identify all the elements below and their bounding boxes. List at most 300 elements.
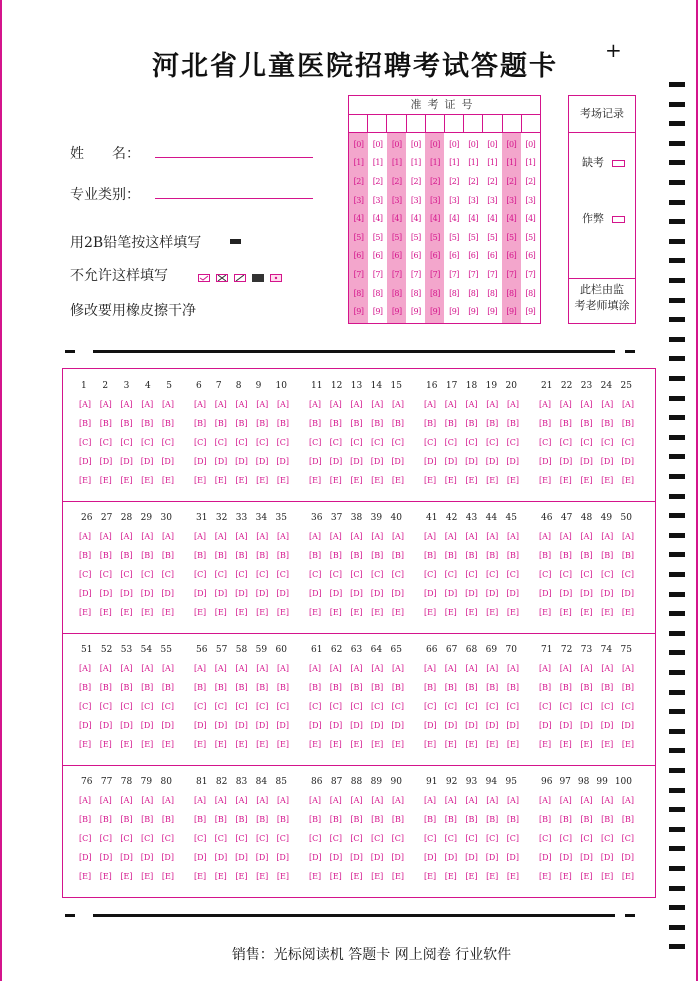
answer-bubble[interactable]: [D]	[391, 853, 404, 862]
answer-bubble[interactable]: [D]	[506, 853, 519, 862]
answer-bubble[interactable]: [C]	[161, 570, 174, 579]
answer-bubble[interactable]: [A]	[486, 796, 499, 805]
answer-bubble[interactable]: [C]	[329, 570, 343, 579]
answer-bubble[interactable]: [C]	[580, 570, 593, 579]
exam-digit-bubble[interactable]: [6]	[468, 251, 479, 261]
answer-bubble[interactable]: [C]	[539, 834, 552, 843]
answer-bubble[interactable]: [D]	[309, 853, 322, 862]
exam-digit-bubble[interactable]: [6]	[372, 251, 383, 261]
answer-bubble[interactable]: [E]	[506, 476, 519, 485]
answer-bubble[interactable]: [E]	[580, 872, 593, 881]
answer-bubble[interactable]: [C]	[444, 438, 458, 447]
answer-bubble[interactable]: [D]	[370, 721, 384, 730]
answer-bubble[interactable]: [A]	[141, 532, 154, 541]
answer-bubble[interactable]: [A]	[79, 796, 92, 805]
answer-bubble[interactable]: [A]	[120, 796, 133, 805]
answer-bubble[interactable]: [D]	[329, 589, 343, 598]
answer-bubble[interactable]: [C]	[506, 570, 519, 579]
answer-bubble[interactable]: [A]	[371, 796, 384, 805]
answer-bubble[interactable]: [C]	[559, 570, 573, 579]
answer-bubble[interactable]: [A]	[256, 400, 269, 409]
answer-bubble[interactable]: [C]	[99, 570, 113, 579]
answer-bubble[interactable]: [E]	[506, 872, 519, 881]
answer-bubble[interactable]: [E]	[276, 608, 289, 617]
exam-digit-bubble[interactable]: [6]	[487, 251, 498, 261]
answer-bubble[interactable]: [E]	[120, 740, 133, 749]
answer-bubble[interactable]: [B]	[465, 815, 478, 824]
answer-bubble[interactable]: [B]	[309, 419, 322, 428]
answer-bubble[interactable]: [E]	[329, 608, 342, 617]
answer-bubble[interactable]: [D]	[424, 457, 437, 466]
answer-bubble[interactable]: [C]	[506, 438, 519, 447]
answer-bubble[interactable]: [C]	[370, 702, 384, 711]
answer-bubble[interactable]: [B]	[276, 815, 289, 824]
answer-bubble[interactable]: [D]	[580, 589, 593, 598]
answer-bubble[interactable]: [B]	[256, 419, 269, 428]
answer-bubble[interactable]: [A]	[120, 400, 133, 409]
answer-bubble[interactable]: [A]	[309, 796, 322, 805]
answer-bubble[interactable]: [E]	[506, 740, 519, 749]
answer-bubble[interactable]: [B]	[141, 551, 154, 560]
exam-number-write-cell[interactable]	[387, 115, 406, 132]
exam-digit-bubble[interactable]: [1]	[391, 158, 402, 168]
answer-bubble[interactable]: [C]	[194, 834, 207, 843]
answer-bubble[interactable]: [E]	[276, 476, 289, 485]
answer-bubble[interactable]: [D]	[214, 589, 228, 598]
exam-digit-bubble[interactable]: [8]	[430, 288, 440, 298]
answer-bubble[interactable]: [D]	[621, 853, 634, 862]
answer-bubble[interactable]: [A]	[444, 532, 457, 541]
answer-bubble[interactable]: [D]	[391, 457, 404, 466]
answer-bubble[interactable]: [B]	[444, 419, 457, 428]
answer-bubble[interactable]: [E]	[161, 872, 174, 881]
answer-bubble[interactable]: [A]	[329, 532, 342, 541]
answer-bubble[interactable]: [A]	[194, 664, 207, 673]
exam-digit-bubble[interactable]: [7]	[353, 269, 364, 279]
answer-bubble[interactable]: [C]	[506, 702, 519, 711]
answer-bubble[interactable]: [C]	[140, 834, 154, 843]
answer-bubble[interactable]: [E]	[329, 740, 342, 749]
answer-bubble[interactable]: [B]	[424, 815, 437, 824]
answer-bubble[interactable]: [A]	[486, 532, 499, 541]
exam-digit-bubble[interactable]: [4]	[506, 214, 517, 224]
answer-bubble[interactable]: [A]	[256, 664, 269, 673]
answer-bubble[interactable]: [A]	[214, 400, 227, 409]
answer-bubble[interactable]: [E]	[424, 740, 437, 749]
answer-bubble[interactable]: [D]	[424, 853, 437, 862]
answer-bubble[interactable]: [D]	[99, 721, 113, 730]
exam-digit-bubble[interactable]: [4]	[353, 214, 364, 224]
answer-bubble[interactable]: [D]	[79, 589, 92, 598]
answer-bubble[interactable]: [A]	[539, 664, 552, 673]
answer-bubble[interactable]: [A]	[161, 664, 174, 673]
answer-bubble[interactable]: [A]	[276, 796, 289, 805]
answer-bubble[interactable]: [D]	[444, 589, 458, 598]
answer-bubble[interactable]: [D]	[120, 457, 133, 466]
answer-bubble[interactable]: [B]	[329, 683, 342, 692]
exam-digit-bubble[interactable]: [4]	[372, 214, 383, 224]
answer-bubble[interactable]: [A]	[424, 532, 437, 541]
answer-bubble[interactable]: [E]	[99, 476, 112, 485]
answer-bubble[interactable]: [A]	[539, 532, 552, 541]
answer-bubble[interactable]: [A]	[506, 664, 519, 673]
answer-bubble[interactable]: [E]	[465, 608, 478, 617]
answer-bubble[interactable]: [D]	[350, 853, 363, 862]
exam-digit-bubble[interactable]: [0]	[449, 139, 459, 149]
exam-digit-bubble[interactable]: [0]	[487, 139, 498, 149]
answer-bubble[interactable]: [B]	[79, 683, 92, 692]
answer-bubble[interactable]: [A]	[235, 664, 248, 673]
answer-bubble[interactable]: [C]	[600, 702, 614, 711]
answer-bubble[interactable]: [D]	[444, 853, 458, 862]
answer-bubble[interactable]: [A]	[350, 400, 363, 409]
answer-bubble[interactable]: [B]	[99, 551, 112, 560]
answer-bubble[interactable]: [D]	[485, 721, 499, 730]
answer-bubble[interactable]: [E]	[371, 476, 384, 485]
answer-bubble[interactable]: [D]	[79, 457, 92, 466]
answer-bubble[interactable]: [C]	[559, 702, 573, 711]
answer-bubble[interactable]: [B]	[141, 815, 154, 824]
answer-bubble[interactable]: [E]	[256, 608, 269, 617]
exam-digit-bubble[interactable]: [5]	[525, 232, 536, 242]
answer-bubble[interactable]: [D]	[559, 589, 573, 598]
exam-digit-bubble[interactable]: [2]	[449, 176, 459, 186]
answer-bubble[interactable]: [E]	[235, 872, 248, 881]
answer-bubble[interactable]: [A]	[444, 400, 457, 409]
answer-bubble[interactable]: [E]	[621, 740, 634, 749]
answer-bubble[interactable]: [C]	[370, 570, 384, 579]
answer-bubble[interactable]: [D]	[350, 457, 363, 466]
exam-digit-bubble[interactable]: [4]	[449, 214, 459, 224]
answer-bubble[interactable]: [B]	[465, 683, 478, 692]
answer-bubble[interactable]: [D]	[621, 589, 634, 598]
answer-bubble[interactable]: [D]	[194, 457, 207, 466]
answer-bubble[interactable]: [C]	[391, 834, 404, 843]
answer-bubble[interactable]: [B]	[350, 551, 363, 560]
exam-digit-bubble[interactable]: [2]	[430, 176, 440, 186]
answer-bubble[interactable]: [E]	[601, 872, 614, 881]
answer-bubble[interactable]: [A]	[120, 532, 133, 541]
answer-bubble[interactable]: [C]	[120, 570, 133, 579]
answer-bubble[interactable]: [A]	[391, 796, 404, 805]
answer-bubble[interactable]: [E]	[309, 872, 322, 881]
answer-bubble[interactable]: [E]	[350, 476, 363, 485]
exam-digit-bubble[interactable]: [9]	[468, 307, 479, 317]
answer-bubble[interactable]: [C]	[161, 834, 174, 843]
answer-bubble[interactable]: [C]	[99, 438, 113, 447]
answer-bubble[interactable]: [B]	[276, 551, 289, 560]
answer-bubble[interactable]: [B]	[161, 815, 174, 824]
exam-digit-bubble[interactable]: [6]	[391, 251, 402, 261]
answer-bubble[interactable]: [B]	[486, 683, 499, 692]
answer-bubble[interactable]: [E]	[276, 872, 289, 881]
exam-digit-bubble[interactable]: [9]	[391, 307, 402, 317]
answer-bubble[interactable]: [B]	[161, 419, 174, 428]
answer-bubble[interactable]: [C]	[329, 702, 343, 711]
exam-number-write-cell[interactable]	[464, 115, 483, 132]
answer-bubble[interactable]: [C]	[424, 570, 437, 579]
answer-bubble[interactable]: [B]	[601, 815, 614, 824]
answer-bubble[interactable]: [E]	[559, 740, 572, 749]
answer-bubble[interactable]: [C]	[276, 438, 289, 447]
answer-bubble[interactable]: [C]	[309, 702, 322, 711]
exam-digit-bubble[interactable]: [2]	[487, 176, 498, 186]
answer-bubble[interactable]: [D]	[120, 721, 133, 730]
exam-digit-bubble[interactable]: [0]	[468, 139, 479, 149]
answer-bubble[interactable]: [B]	[465, 419, 478, 428]
answer-bubble[interactable]: [D]	[79, 853, 92, 862]
answer-bubble[interactable]: [E]	[235, 476, 248, 485]
exam-digit-bubble[interactable]: [0]	[410, 139, 421, 149]
answer-bubble[interactable]: [D]	[255, 721, 269, 730]
answer-bubble[interactable]: [C]	[391, 702, 404, 711]
answer-bubble[interactable]: [B]	[506, 551, 519, 560]
exam-digit-bubble[interactable]: [5]	[487, 232, 498, 242]
answer-bubble[interactable]: [E]	[539, 740, 552, 749]
answer-bubble[interactable]: [D]	[600, 457, 614, 466]
exam-digit-bubble[interactable]: [3]	[468, 195, 479, 205]
answer-bubble[interactable]: [A]	[350, 532, 363, 541]
answer-bubble[interactable]: [E]	[580, 476, 593, 485]
answer-bubble[interactable]: [D]	[424, 721, 437, 730]
answer-bubble[interactable]: [D]	[140, 853, 154, 862]
answer-bubble[interactable]: [B]	[424, 683, 437, 692]
answer-bubble[interactable]: [B]	[256, 683, 269, 692]
answer-bubble[interactable]: [C]	[99, 834, 113, 843]
answer-bubble[interactable]: [B]	[99, 683, 112, 692]
answer-bubble[interactable]: [C]	[444, 570, 458, 579]
answer-bubble[interactable]: [E]	[424, 476, 437, 485]
answer-bubble[interactable]: [D]	[539, 457, 552, 466]
answer-bubble[interactable]: [B]	[99, 815, 112, 824]
answer-bubble[interactable]: [C]	[214, 570, 228, 579]
answer-bubble[interactable]: [C]	[79, 702, 92, 711]
answer-bubble[interactable]: [E]	[486, 872, 499, 881]
answer-bubble[interactable]: [A]	[350, 796, 363, 805]
answer-bubble[interactable]: [D]	[600, 589, 614, 598]
answer-bubble[interactable]: [E]	[235, 740, 248, 749]
answer-bubble[interactable]: [E]	[486, 740, 499, 749]
answer-bubble[interactable]: [B]	[580, 419, 593, 428]
answer-bubble[interactable]: [E]	[391, 476, 404, 485]
answer-bubble[interactable]: [C]	[161, 438, 174, 447]
answer-bubble[interactable]: [D]	[79, 721, 92, 730]
absent-bubble[interactable]	[612, 160, 625, 167]
answer-bubble[interactable]: [E]	[601, 476, 614, 485]
answer-bubble[interactable]: [B]	[391, 551, 404, 560]
answer-bubble[interactable]: [E]	[194, 608, 207, 617]
exam-digit-bubble[interactable]: [7]	[525, 269, 536, 279]
answer-bubble[interactable]: [C]	[235, 702, 248, 711]
answer-bubble[interactable]: [A]	[235, 400, 248, 409]
answer-bubble[interactable]: [C]	[350, 834, 363, 843]
exam-number-write-cell[interactable]	[407, 115, 426, 132]
answer-bubble[interactable]: [A]	[444, 664, 457, 673]
answer-bubble[interactable]: [B]	[329, 551, 342, 560]
answer-bubble[interactable]: [A]	[141, 664, 154, 673]
answer-bubble[interactable]: [E]	[601, 740, 614, 749]
exam-digit-bubble[interactable]: [7]	[487, 269, 498, 279]
exam-digit-bubble[interactable]: [3]	[525, 195, 536, 205]
exam-digit-bubble[interactable]: [0]	[506, 139, 517, 149]
answer-bubble[interactable]: [A]	[194, 532, 207, 541]
answer-bubble[interactable]: [A]	[559, 664, 572, 673]
answer-bubble[interactable]: [B]	[276, 683, 289, 692]
exam-digit-bubble[interactable]: [7]	[410, 269, 421, 279]
exam-digit-bubble[interactable]: [1]	[487, 158, 498, 168]
answer-bubble[interactable]: [C]	[580, 702, 593, 711]
exam-digit-bubble[interactable]: [5]	[468, 232, 479, 242]
exam-digit-bubble[interactable]: [5]	[353, 232, 364, 242]
answer-bubble[interactable]: [D]	[309, 589, 322, 598]
answer-bubble[interactable]: [B]	[276, 419, 289, 428]
answer-bubble[interactable]: [B]	[486, 419, 499, 428]
answer-bubble[interactable]: [D]	[255, 457, 269, 466]
answer-bubble[interactable]: [E]	[391, 608, 404, 617]
answer-bubble[interactable]: [C]	[444, 702, 458, 711]
exam-number-write-cell[interactable]	[445, 115, 464, 132]
answer-bubble[interactable]: [B]	[194, 815, 207, 824]
exam-digit-bubble[interactable]: [3]	[353, 195, 364, 205]
exam-digit-bubble[interactable]: [8]	[372, 288, 383, 298]
answer-bubble[interactable]: [D]	[276, 457, 289, 466]
answer-bubble[interactable]: [B]	[465, 551, 478, 560]
answer-bubble[interactable]: [C]	[140, 570, 154, 579]
answer-bubble[interactable]: [B]	[79, 419, 92, 428]
answer-bubble[interactable]: [D]	[161, 853, 174, 862]
answer-bubble[interactable]: [C]	[255, 570, 269, 579]
answer-bubble[interactable]: [E]	[539, 608, 552, 617]
answer-bubble[interactable]: [D]	[370, 853, 384, 862]
answer-bubble[interactable]: [B]	[329, 815, 342, 824]
answer-bubble[interactable]: [C]	[276, 834, 289, 843]
answer-bubble[interactable]: [E]	[235, 608, 248, 617]
answer-bubble[interactable]: [B]	[601, 419, 614, 428]
answer-bubble[interactable]: [E]	[99, 608, 112, 617]
answer-bubble[interactable]: [E]	[256, 740, 269, 749]
answer-bubble[interactable]: [A]	[621, 532, 634, 541]
answer-bubble[interactable]: [B]	[79, 815, 92, 824]
exam-digit-bubble[interactable]: [5]	[430, 232, 440, 242]
answer-bubble[interactable]: [B]	[539, 551, 552, 560]
exam-digit-bubble[interactable]: [3]	[372, 195, 383, 205]
answer-bubble[interactable]: [A]	[276, 664, 289, 673]
answer-bubble[interactable]: [A]	[465, 532, 478, 541]
answer-bubble[interactable]: [D]	[120, 853, 133, 862]
answer-bubble[interactable]: [E]	[141, 608, 154, 617]
answer-bubble[interactable]: [C]	[465, 570, 478, 579]
answer-bubble[interactable]: [B]	[371, 815, 384, 824]
answer-bubble[interactable]: [A]	[621, 664, 634, 673]
answer-bubble[interactable]: [E]	[539, 872, 552, 881]
answer-bubble[interactable]: [A]	[465, 400, 478, 409]
answer-bubble[interactable]: [C]	[235, 834, 248, 843]
answer-bubble[interactable]: [A]	[329, 664, 342, 673]
answer-bubble[interactable]: [E]	[79, 872, 92, 881]
exam-number-write-cell[interactable]	[349, 115, 368, 132]
answer-bubble[interactable]: [D]	[580, 457, 593, 466]
answer-bubble[interactable]: [E]	[580, 740, 593, 749]
answer-bubble[interactable]: [D]	[120, 589, 133, 598]
answer-bubble[interactable]: [B]	[161, 683, 174, 692]
answer-bubble[interactable]: [A]	[79, 400, 92, 409]
answer-bubble[interactable]: [E]	[141, 872, 154, 881]
answer-bubble[interactable]: [E]	[506, 608, 519, 617]
exam-digit-bubble[interactable]: [2]	[410, 176, 421, 186]
exam-digit-bubble[interactable]: [6]	[525, 251, 536, 261]
answer-bubble[interactable]: [E]	[371, 608, 384, 617]
answer-bubble[interactable]: [E]	[559, 872, 572, 881]
answer-bubble[interactable]: [A]	[161, 400, 174, 409]
answer-bubble[interactable]: [C]	[370, 834, 384, 843]
answer-bubble[interactable]: [A]	[79, 532, 92, 541]
answer-bubble[interactable]: [C]	[309, 570, 322, 579]
exam-digit-bubble[interactable]: [9]	[372, 307, 383, 317]
answer-bubble[interactable]: [D]	[276, 853, 289, 862]
answer-bubble[interactable]: [D]	[485, 853, 499, 862]
answer-bubble[interactable]: [E]	[141, 740, 154, 749]
answer-bubble[interactable]: [E]	[391, 872, 404, 881]
answer-bubble[interactable]: [D]	[506, 589, 519, 598]
exam-digit-bubble[interactable]: [5]	[410, 232, 421, 242]
answer-bubble[interactable]: [C]	[621, 702, 634, 711]
answer-bubble[interactable]: [B]	[539, 815, 552, 824]
answer-bubble[interactable]: [E]	[194, 476, 207, 485]
answer-bubble[interactable]: [D]	[539, 589, 552, 598]
answer-bubble[interactable]: [A]	[329, 796, 342, 805]
answer-bubble[interactable]: [D]	[506, 721, 519, 730]
answer-bubble[interactable]: [A]	[309, 400, 322, 409]
exam-digit-bubble[interactable]: [1]	[468, 158, 479, 168]
answer-bubble[interactable]: [E]	[194, 740, 207, 749]
exam-digit-bubble[interactable]: [8]	[506, 288, 517, 298]
answer-bubble[interactable]: [B]	[506, 815, 519, 824]
answer-bubble[interactable]: [D]	[444, 721, 458, 730]
answer-bubble[interactable]: [E]	[486, 476, 499, 485]
answer-bubble[interactable]: [E]	[444, 608, 457, 617]
answer-bubble[interactable]: [D]	[255, 853, 269, 862]
answer-bubble[interactable]: [C]	[539, 438, 552, 447]
answer-bubble[interactable]: [C]	[424, 834, 437, 843]
answer-bubble[interactable]: [C]	[600, 834, 614, 843]
answer-bubble[interactable]: [B]	[580, 815, 593, 824]
answer-bubble[interactable]: [C]	[214, 702, 228, 711]
answer-bubble[interactable]: [B]	[506, 419, 519, 428]
answer-bubble[interactable]: [D]	[235, 589, 248, 598]
answer-bubble[interactable]: [B]	[621, 815, 634, 824]
exam-digit-bubble[interactable]: [6]	[410, 251, 421, 261]
answer-bubble[interactable]: [E]	[309, 608, 322, 617]
answer-bubble[interactable]: [E]	[465, 476, 478, 485]
answer-bubble[interactable]: [C]	[370, 438, 384, 447]
answer-bubble[interactable]: [A]	[601, 664, 614, 673]
answer-bubble[interactable]: [B]	[256, 551, 269, 560]
answer-bubble[interactable]: [E]	[391, 740, 404, 749]
answer-bubble[interactable]: [E]	[214, 872, 227, 881]
answer-bubble[interactable]: [A]	[120, 664, 133, 673]
exam-digit-bubble[interactable]: [5]	[506, 232, 517, 242]
answer-bubble[interactable]: [A]	[214, 664, 227, 673]
answer-bubble[interactable]: [D]	[506, 457, 519, 466]
answer-bubble[interactable]: [A]	[580, 532, 593, 541]
answer-bubble[interactable]: [B]	[309, 815, 322, 824]
answer-bubble[interactable]: [D]	[600, 853, 614, 862]
answer-bubble[interactable]: [D]	[329, 457, 343, 466]
answer-bubble[interactable]: [D]	[235, 721, 248, 730]
answer-bubble[interactable]: [C]	[485, 570, 499, 579]
exam-digit-bubble[interactable]: [9]	[353, 307, 364, 317]
answer-bubble[interactable]: [D]	[276, 721, 289, 730]
